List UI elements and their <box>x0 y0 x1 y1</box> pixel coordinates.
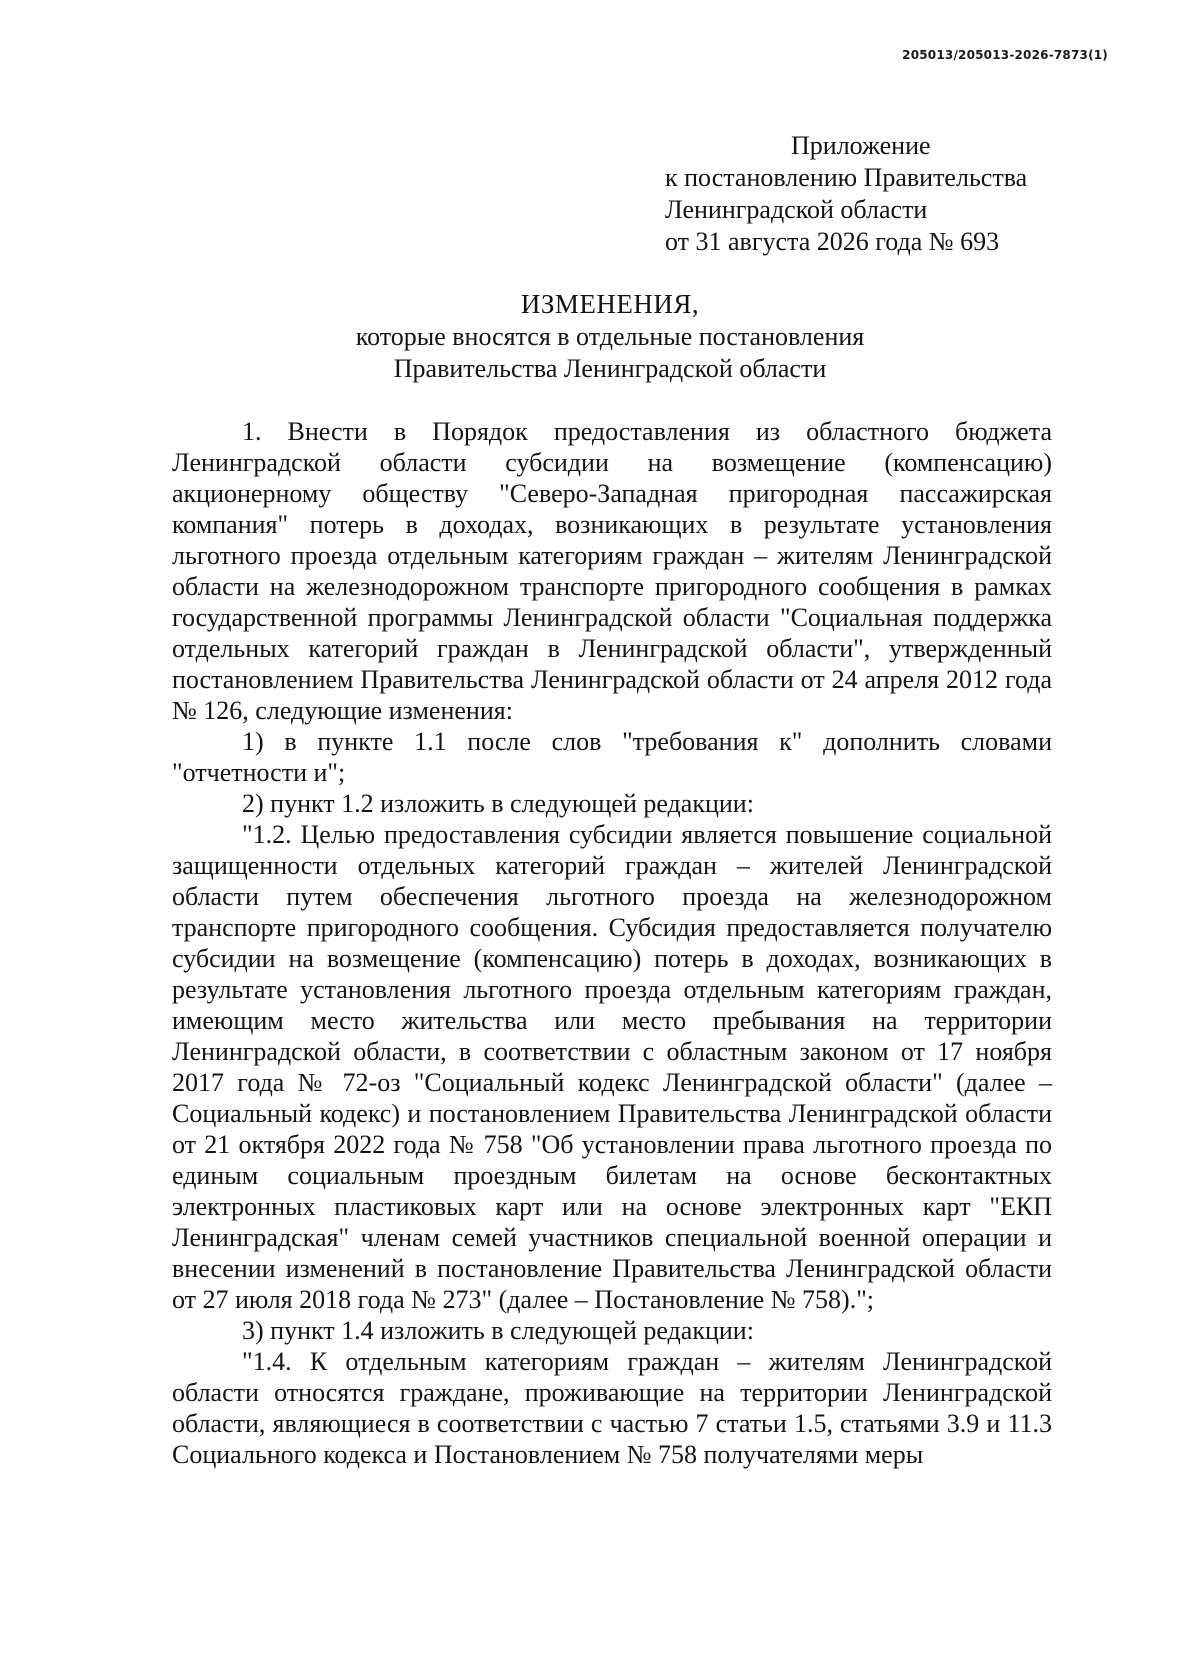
document-subtitle-line-2: Правительства Ленинградской области <box>393 354 827 383</box>
document-subtitle-line-1: которые вносятся в отдельные постановления <box>355 322 865 351</box>
document-id: 205013/205013-2026-7873(1) <box>902 48 1108 62</box>
paragraph-3: 2) пункт 1.2 изложить в следующей редакции: <box>242 789 754 818</box>
appendix-line-1: Приложение <box>791 131 931 160</box>
appendix-line-2: к постановлению Правительства <box>665 163 1028 192</box>
document-title: ИЗМЕНЕНИЯ, <box>520 289 700 319</box>
document-title-block <box>0 288 1200 385</box>
paragraph-2: 1) в пункте 1.1 после слов "требования к" дополнить словами "отчетности и"; <box>172 727 1052 787</box>
appendix-line-3: Ленинградской области <box>665 195 928 224</box>
paragraph-4: "1.2. Целью предоставления субсидии является повышение социальной защищенности отдельных категорий граждан – жителей Ленинградской области путем обеспечения льготного проезда на железнодорожном транспорте пригородного сообщения. Субсидия предоставляется получателю субсидии на возмещение (компенсацию) потерь в доходах, возникающих в результате установления льготного проезда отдельным категориям граждан, имеющим место жительства или место пребывания на территории Ленинградской области, в соответствии с областным законом от 17 ноября 2017 года № 72-оз "Социальный кодекс Ленинградской области" (далее – Социальный кодекс) и постановлением Правительства Ленинградской области от 21 октября 2022 года № 758 "Об установлении права льготного проезда по единым социальным проездным билетам на основе бесконтактных электронных пластиковых карт или на основе электронных карт "ЕКП Ленинградская" членам семей участников специальной военной операции и внесении изменений в постановление Правительства Ленинградской области от 27 июля 2018 года № 273" (далее – Постановление № 758)."; <box>172 820 1052 1314</box>
paragraph-5: 3) пункт 1.4 изложить в следующей редакции: <box>242 1316 754 1345</box>
appendix-header <box>665 130 1027 258</box>
paragraph-1: 1. Внести в Порядок предоставления из областного бюджета Ленинградской области субсидии на возмещение (компенсацию) акционерному обществу "Северо-Западная пригородная пассажирская компания" потерь в доходах, возникающих в результате установления льготного проезда отдельным категориям граждан – жителям Ленинградской области на железнодорожном транспорте пригородного сообщения в рамках государственной программы Ленинградской области "Социальная поддержка отдельных категорий граждан в Ленинградской области", утвержденный постановлением Правительства Ленинградской области от 24 апреля 2012 года № 126, следующие изменения: <box>172 417 1052 725</box>
paragraph-6: "1.4. К отдельным категориям граждан – жителям Ленинградской области относятся граждане, проживающие на территории Ленинградской области, являющиеся в соответствии с частью 7 статьи 1.5, статьями 3.9 и 11.3 Социального кодекса и Постановлением № 758 получателями меры <box>172 1347 1052 1469</box>
appendix-line-4: от 31 августа 2026 года № 693 <box>665 227 1000 256</box>
document-body <box>172 416 1052 1470</box>
